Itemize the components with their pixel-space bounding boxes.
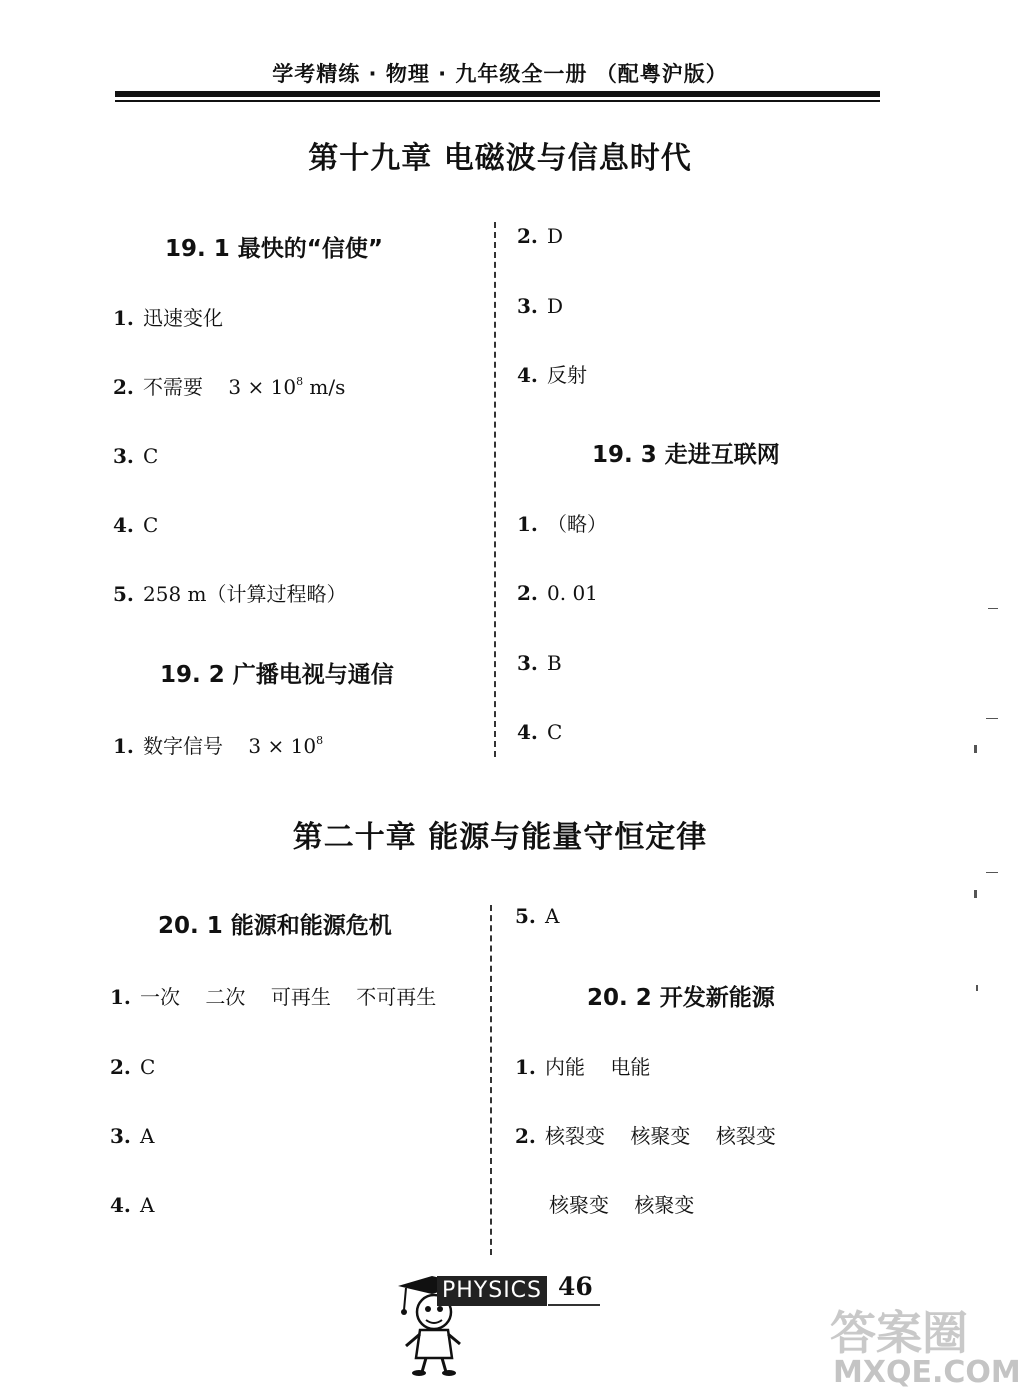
scan-edge-mark xyxy=(986,872,998,873)
answer-text: 不需要 3 × 10 xyxy=(143,375,297,399)
answer-number: 3. xyxy=(110,1124,131,1148)
answer-text: 一次 二次 可再生 不可再生 xyxy=(140,985,437,1009)
answer-20-1-4 xyxy=(110,1192,154,1218)
page-number-underline xyxy=(548,1304,600,1306)
answer-text: （略） xyxy=(547,512,607,536)
answer-text: 反射 xyxy=(547,363,587,387)
answer-text: C xyxy=(547,720,563,744)
answer-number: 3. xyxy=(113,444,134,468)
answer-number: 5. xyxy=(113,582,134,606)
answer-text: 迅速变化 xyxy=(143,306,223,330)
section-19-2-title: 19. 2 广播电视与通信 xyxy=(160,662,394,688)
answer-20-2-2-continued xyxy=(549,1192,694,1218)
answer-number: 4. xyxy=(517,720,538,744)
answer-19-1-1 xyxy=(113,305,223,331)
answer-text: 0. 01 xyxy=(547,581,598,605)
answer-20-1-1 xyxy=(110,984,436,1010)
answer-19-3-1 xyxy=(517,511,607,537)
answer-number: 2. xyxy=(517,581,538,605)
answer-19-1-5 xyxy=(113,581,347,607)
answer-20-1-3 xyxy=(110,1123,154,1149)
answer-number: 1. xyxy=(113,734,134,758)
physics-banner: PHYSICS xyxy=(437,1276,547,1306)
answer-19-2-4 xyxy=(517,362,587,388)
answer-number: 1. xyxy=(515,1055,536,1079)
answer-number: 2. xyxy=(517,224,538,248)
scan-edge-mark xyxy=(974,745,977,753)
answer-text: B xyxy=(547,651,562,675)
answer-number: 4. xyxy=(113,513,134,537)
header-rule-thin xyxy=(115,100,880,102)
answer-text: 258 m（计算过程略） xyxy=(143,582,347,606)
exponent: 8 xyxy=(296,375,304,388)
answer-19-3-2 xyxy=(517,580,598,606)
answer-19-2-2 xyxy=(517,223,563,249)
answer-text: 核裂变 核聚变 核裂变 xyxy=(545,1124,776,1148)
answer-text: C xyxy=(140,1055,156,1079)
answer-19-1-3 xyxy=(113,443,158,469)
answer-19-2-3 xyxy=(517,293,563,319)
scan-edge-mark xyxy=(976,985,978,991)
answer-number: 1. xyxy=(517,512,538,536)
answer-19-1-2 xyxy=(113,374,345,400)
answer-number: 3. xyxy=(517,294,538,318)
scan-edge-mark xyxy=(988,608,998,609)
answer-20-1-2 xyxy=(110,1054,155,1080)
answer-number: 1. xyxy=(113,306,134,330)
answer-number: 5. xyxy=(515,904,536,928)
answer-19-2-1 xyxy=(113,733,323,759)
column-divider-ch19 xyxy=(494,222,496,757)
section-19-3-title: 19. 3 走进互联网 xyxy=(592,442,780,468)
exponent: 8 xyxy=(316,734,324,747)
answer-text: 内能 电能 xyxy=(545,1055,651,1079)
chapter-20-title: 第二十章 能源与能量守恒定律 xyxy=(292,820,708,855)
chapter-19-title: 第十九章 电磁波与信息时代 xyxy=(308,141,692,176)
answer-text: A xyxy=(140,1193,155,1217)
answer-number: 2. xyxy=(113,375,134,399)
answer-text: 数字信号 3 × 10 xyxy=(143,734,317,758)
header-rule-thick xyxy=(115,91,880,97)
scan-edge-mark xyxy=(986,718,998,719)
answer-text: A xyxy=(545,904,560,928)
answer-text: D xyxy=(547,224,564,248)
answer-20-2-1 xyxy=(515,1054,650,1080)
section-19-1-title: 19. 1 最快的“信使” xyxy=(165,236,383,262)
answer-number: 1. xyxy=(110,985,131,1009)
answer-19-3-4 xyxy=(517,719,562,745)
answer-text: C xyxy=(143,444,159,468)
answer-20-2-2 xyxy=(515,1123,776,1149)
answer-20-1-5 xyxy=(515,903,559,929)
page-number: 46 xyxy=(558,1272,593,1301)
answer-number: 4. xyxy=(517,363,538,387)
answer-19-3-3 xyxy=(517,650,562,676)
section-20-2-title: 20. 2 开发新能源 xyxy=(587,985,775,1011)
answer-text: A xyxy=(140,1124,155,1148)
answer-text: 核聚变 核聚变 xyxy=(549,1193,695,1217)
section-20-1-title: 20. 1 能源和能源危机 xyxy=(158,913,392,939)
answer-unit: m/s xyxy=(303,375,346,399)
answer-19-1-4 xyxy=(113,512,158,538)
scan-edge-mark xyxy=(974,890,977,898)
column-divider-ch20 xyxy=(490,905,492,1255)
answer-text: C xyxy=(143,513,159,537)
watermark-logo-text: 答案圈 xyxy=(830,1306,968,1360)
answer-number: 2. xyxy=(515,1124,536,1148)
answer-text: D xyxy=(547,294,564,318)
answer-number: 2. xyxy=(110,1055,131,1079)
running-header-title: 学考精练 · 物理 · 九年级全一册 （配粤沪版） xyxy=(272,62,728,86)
answer-number: 4. xyxy=(110,1193,131,1217)
watermark-url-text: MXQE.COM xyxy=(833,1355,1021,1390)
answer-number: 3. xyxy=(517,651,538,675)
